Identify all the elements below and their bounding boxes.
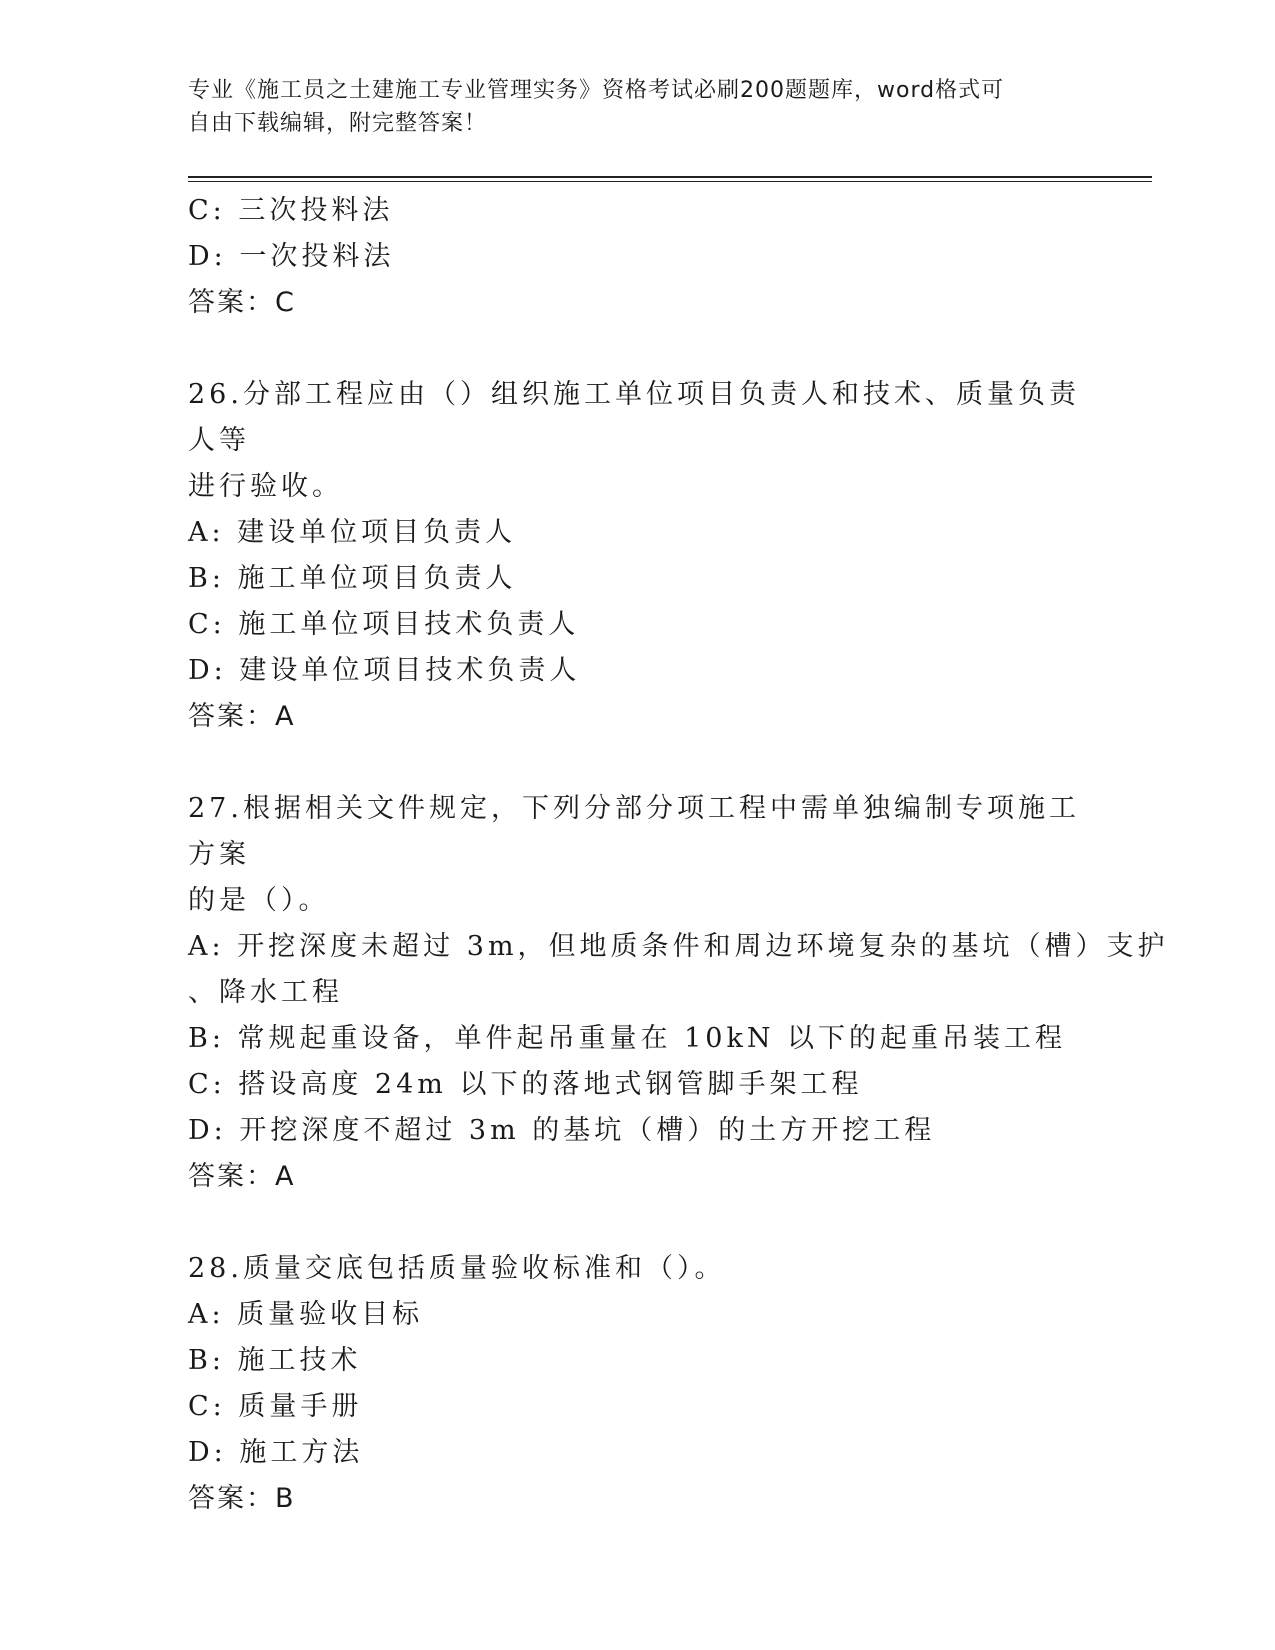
option-a-continued: 、降水工程	[188, 977, 343, 1008]
document-body	[188, 188, 1169, 1522]
spacer	[188, 740, 1108, 786]
question-25-tail	[188, 188, 1108, 326]
option-d: D: 开挖深度不超过 3m 的基坑（槽）的土方开挖工程	[188, 1115, 936, 1146]
header-line-1: 专业《施工员之土建施工专业管理实务》资格考试必刷200题题库，word格式可	[188, 78, 1005, 103]
option-b: B: 施工单位项目负责人	[188, 563, 517, 594]
option-d: D: 一次投料法	[188, 241, 395, 272]
answer-line: 答案：B	[188, 1483, 296, 1514]
question-stem-line-2: 进行验收。	[188, 471, 343, 502]
spacer	[188, 1200, 1108, 1246]
answer-line: 答案：A	[188, 1161, 296, 1192]
option-b: B: 常规起重设备，单件起吊重量在 10kN 以下的起重吊装工程	[188, 1023, 1067, 1054]
option-d: D: 施工方法	[188, 1437, 364, 1468]
answer-line: 答案：C	[188, 287, 296, 318]
spacer	[188, 326, 1108, 372]
option-a: A: 质量验收目标	[188, 1299, 424, 1330]
option-a: A: 开挖深度未超过 3m，但地质条件和周边环境复杂的基坑（槽）支护	[188, 931, 1169, 962]
header-rule-thick	[188, 176, 1152, 178]
question-26	[188, 372, 1108, 740]
option-c: C: 三次投料法	[188, 195, 394, 226]
option-b: B: 施工技术	[188, 1345, 362, 1376]
option-c: C: 搭设高度 24m 以下的落地式钢管脚手架工程	[188, 1069, 863, 1100]
header-rule-thin	[188, 181, 1152, 182]
option-a: A: 建设单位项目负责人	[188, 517, 517, 548]
option-c: C: 质量手册	[188, 1391, 363, 1422]
question-28	[188, 1246, 1108, 1522]
option-d: D: 建设单位项目技术负责人	[188, 655, 581, 686]
question-stem-line-1: 26.分部工程应由（）组织施工单位项目负责人和技术、质量负责人等	[188, 379, 1080, 456]
option-c: C: 施工单位项目技术负责人	[188, 609, 580, 640]
question-stem-line-2: 的是（）。	[188, 885, 330, 916]
answer-line: 答案：A	[188, 701, 296, 732]
question-27	[188, 786, 1169, 1200]
question-stem: 28.质量交底包括质量验收标准和（）。	[188, 1253, 726, 1284]
question-stem-line-1: 27.根据相关文件规定，下列分部分项工程中需单独编制专项施工方案	[188, 793, 1080, 870]
document-header	[188, 74, 1068, 140]
header-line-2: 自由下载编辑，附完整答案！	[188, 111, 488, 136]
